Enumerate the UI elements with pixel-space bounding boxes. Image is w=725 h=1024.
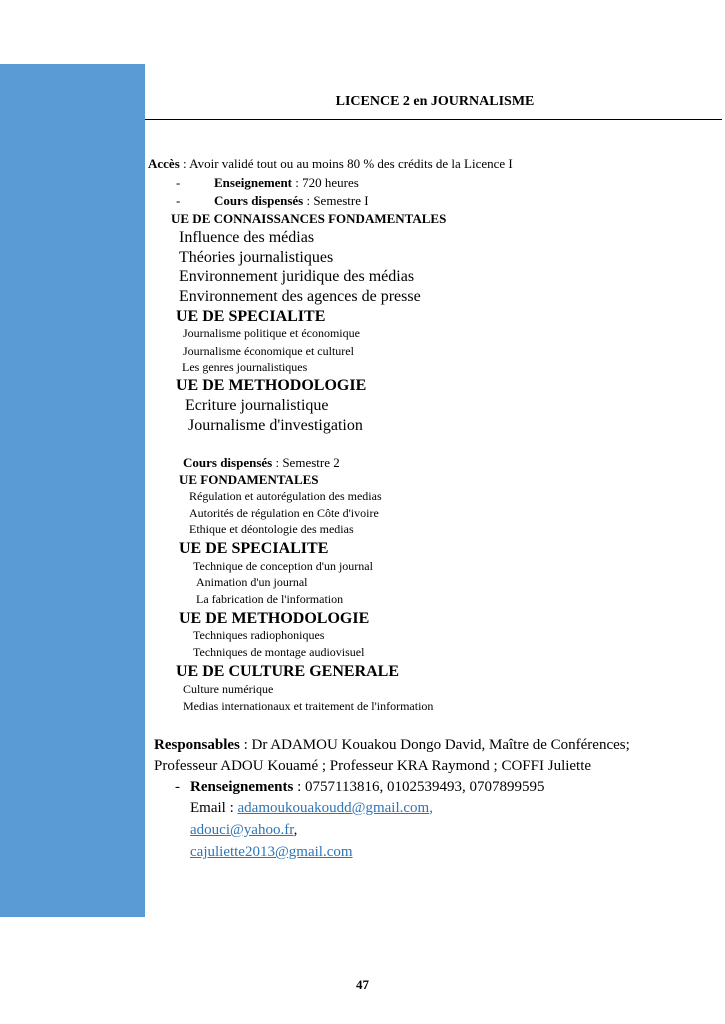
email-line-3 (190, 845, 353, 860)
s2-ue-culture-heading: UE DE CULTURE GENERALE (176, 663, 400, 680)
list-item: Ecriture journalistique (185, 397, 329, 414)
s1-ue-fondamentales-heading: UE DE CONNAISSANCES FONDAMENTALES (171, 211, 447, 226)
renseignements-bullet: - (175, 779, 180, 795)
s2-ue-fondamentales-heading: UE FONDAMENTALES (179, 472, 319, 487)
list-item: Ethique et déontologie des medias (189, 522, 354, 536)
email-link-adamou[interactable]: adamoukouakoudd@gmail.com (237, 800, 430, 816)
list-item: Les genres journalistiques (182, 360, 308, 374)
list-item: Technique de conception d'un journal (193, 559, 373, 573)
responsables-line-2: Professeur ADOU Kouamé ; Professeur KRA Raymond ; COFFI Juliette (154, 758, 592, 774)
list-item: Journalisme économique et culturel (183, 344, 354, 358)
teaching-line (214, 176, 359, 189)
renseignements-label: Renseignements (190, 779, 294, 795)
courses-s2-label: Cours dispensés (183, 455, 273, 470)
list-item: Techniques radiophoniques (193, 628, 325, 642)
email-line-2 (190, 823, 297, 838)
page-title: LICENCE 2 en JOURNALISME (335, 94, 535, 109)
responsables-text-1: : Dr ADAMOU Kouakou Dongo David, Maître de Conférences; (239, 737, 630, 753)
courses-s1-line (214, 194, 369, 207)
responsables-line-1 (154, 738, 630, 753)
list-item: Environnement juridique des médias (179, 268, 415, 285)
email-link-adou[interactable]: adouci@yahoo.fr (190, 822, 294, 838)
title-divider (145, 119, 722, 120)
teaching-text: : 720 heures (292, 175, 359, 190)
decorative-sidebar (0, 64, 145, 917)
email-line (190, 801, 433, 816)
courses-s2-text: : Semestre 2 (272, 455, 340, 470)
email-separator: , (429, 800, 433, 816)
list-item: Culture numérique (183, 682, 274, 696)
responsables-label: Responsables (154, 737, 240, 753)
s2-ue-specialite-heading: UE DE SPECIALITE (179, 540, 329, 557)
access-line (148, 157, 513, 170)
courses-s1-text: : Semestre I (303, 193, 369, 208)
list-item: Influence des médias (179, 229, 315, 246)
access-label: Accès (148, 156, 180, 171)
email-label: Email : (190, 800, 238, 816)
s1-ue-methodologie-heading: UE DE METHODOLOGIE (176, 377, 367, 394)
list-item: La fabrication de l'information (196, 592, 344, 606)
list-item: Journalisme d'investigation (188, 417, 363, 434)
access-text: : Avoir validé tout ou au moins 80 % des crédits de la Licence I (179, 156, 513, 171)
list-item: Environnement des agences de presse (179, 288, 421, 305)
s2-ue-methodologie-heading: UE DE METHODOLOGIE (179, 610, 370, 627)
renseignements-phones: : 0757113816, 0102539493, 0707899595 (293, 779, 545, 795)
email-separator: , (293, 822, 298, 838)
courses-s1-bullet: - (176, 193, 181, 208)
email-link-coffi[interactable]: cajuliette2013@gmail.com (190, 844, 353, 860)
teaching-bullet: - (176, 175, 181, 190)
courses-s2-line (183, 456, 340, 469)
list-item: Théories journalistiques (179, 249, 334, 266)
page-number: 47 (356, 977, 369, 992)
s1-ue-specialite-heading: UE DE SPECIALITE (176, 308, 326, 325)
list-item: Autorités de régulation en Côte d'ivoire (189, 506, 379, 520)
list-item: Medias internationaux et traitement de l'information (183, 699, 434, 713)
list-item: Animation d'un journal (196, 575, 308, 589)
list-item: Régulation et autorégulation des medias (189, 489, 382, 503)
list-item: Techniques de montage audiovisuel (193, 645, 365, 659)
renseignements-line (190, 780, 544, 795)
list-item: Journalisme politique et économique (183, 326, 360, 340)
teaching-label: Enseignement (214, 175, 292, 190)
courses-s1-label: Cours dispensés (214, 193, 304, 208)
